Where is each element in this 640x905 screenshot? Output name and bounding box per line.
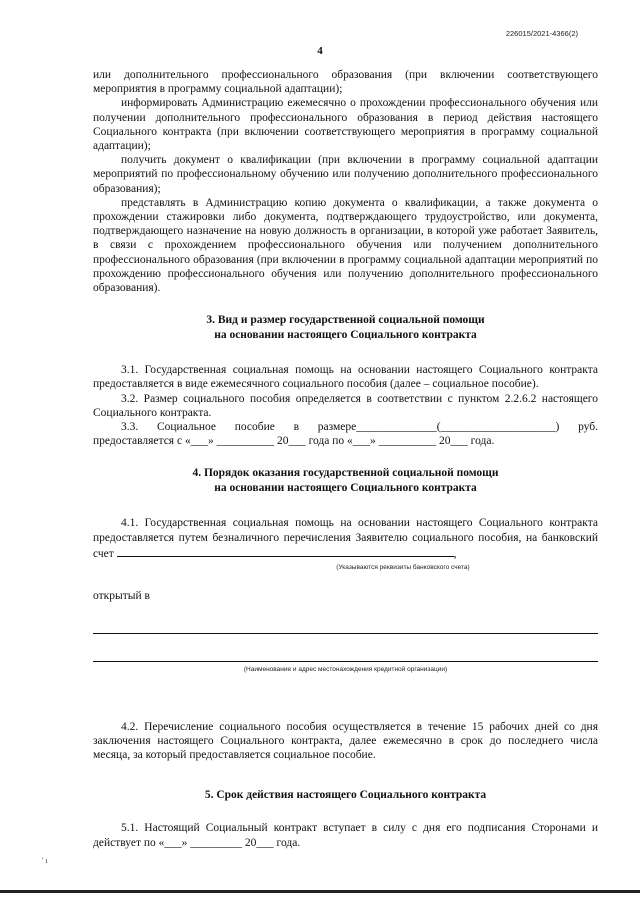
paragraph-3-1: 3.1. Государственная социальная помощь на основании настоящего Социального контракта предоставляется в виде ежемесячного социального пособия (далее – социальное пособие). [93, 364, 598, 391]
paragraph-4-2: 4.2. Перечисление социального пособия осуществляется в течение 15 рабочих дней со дня заключения настоящего Социального контракта, далее ежемесячно в срок до последнего числа месяца, за который предоставляется социальное пособие. [93, 720, 598, 762]
section-4-heading [93, 466, 598, 496]
page-number: 4 [317, 45, 323, 57]
bank-account-blank [117, 545, 454, 557]
paragraph-3-3-line-2: предоставляется с «___» __________ 20___ года по «___» __________ 20___ года. [93, 435, 495, 448]
paragraph-intro-2: информировать Администрацию ежемесячно о прохождении профессионального обучения или получении дополнительного профессионального образования в период действия настоящего Социального контракта (при включении соответствующего мероприятия в программу социальной адаптации); [93, 97, 598, 153]
paragraph-3-3-line-1: 3.3. Социальное пособие в размере______________(____________________) руб. [121, 421, 598, 434]
section-3-title-line-2: на основании настоящего Социального контракта [214, 329, 477, 342]
margin-mark: ' ı [42, 856, 48, 865]
section-5-heading [93, 788, 598, 803]
document-id: 226015/2021-4366(2) [505, 29, 578, 38]
paragraph-5-1: 5.1. Настоящий Социальный контракт вступает в силу с дня его подписания Сторонами и действует по «___» _________ 20___ года. [93, 822, 598, 849]
paragraph-4-1 [93, 516, 598, 561]
opened-in-label: открытый в [93, 590, 150, 603]
section-4-title-line-1: 4. Порядок оказания государственной социальной помощи [192, 467, 499, 480]
paragraph-4-1-text: 4.1. Государственная социальная помощь на основании настоящего Социального контракта предоставляется путем безналичного перечисления Заявителю социального пособия, на банковский счет [93, 517, 598, 560]
section-3-heading [93, 313, 598, 343]
paragraph-intro-4: представлять в Администрацию копию документа о квалификации, а также документа о прохождении стажировки либо документа, подтверждающего трудоустройство, или документа, подтверждающего назначение на новую должность в организации, в которой уже работает Заявитель, в связи с прохождением профессионального обучения или получением дополнительного профессионального образования (при включении в программу социальной адаптации мероприятий по прохождению профессионального обучения или получению дополнительного профессионального образования). [93, 196, 598, 295]
section-3-title-line-1: 3. Вид и размер государственной социальной помощи [206, 314, 485, 327]
bank-name-line-2 [93, 661, 598, 662]
paragraph-3-2: 3.2. Размер социального пособия определяется в соответствии с пунктом 2.2.6.2 настоящего Социального контракта. [93, 392, 598, 419]
caption-bank-name: (Наименование и адрес местонахождения кредитной организации) [243, 666, 448, 674]
bank-name-line-1 [93, 633, 598, 634]
paragraph-intro-1: или дополнительного профессионального образования (при включении соответствующего мероприятия в программу социальной адаптации); [93, 69, 598, 96]
paragraph-intro-3: получить документ о квалификации (при включении в программу социальной адаптации мероприятий по профессиональному обучению или получению дополнительного профессионального образования); [93, 154, 598, 195]
section-4-title-line-2: на основании настоящего Социального контракта [214, 482, 477, 495]
section-5-title: 5. Срок действия настоящего Социального контракта [204, 789, 487, 802]
caption-bank-account: (Указываются реквизиты банковского счета) [336, 564, 470, 572]
paragraph-4-1-comma: , [453, 547, 457, 560]
scan-bottom-edge [0, 890, 640, 893]
document-body [93, 68, 598, 850]
